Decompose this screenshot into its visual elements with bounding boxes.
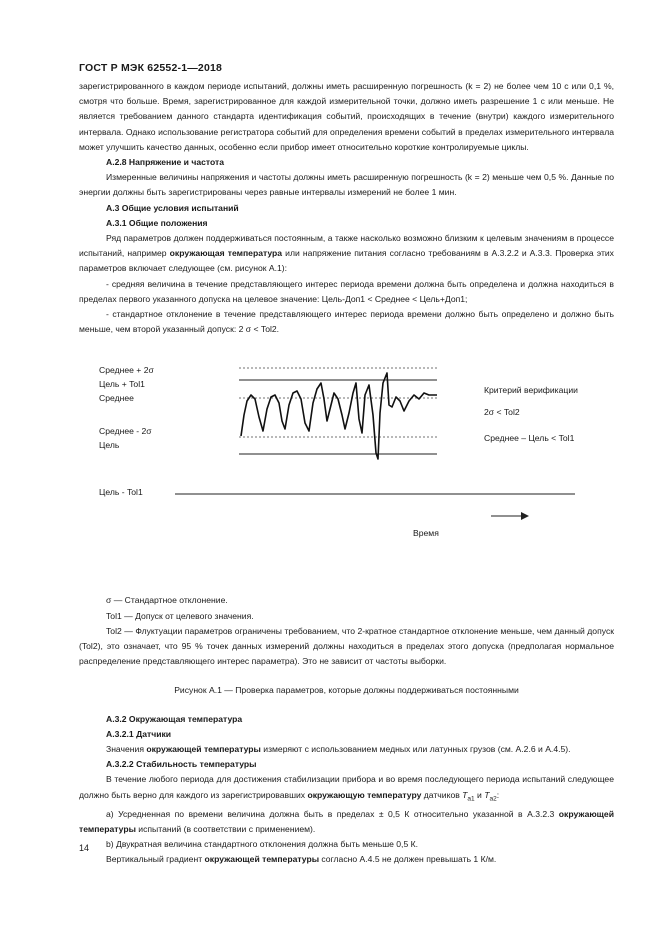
- label-mean-plus-2sigma: Среднее + 2σ: [99, 365, 154, 376]
- document-header: ГОСТ Р МЭК 62552-1—2018: [79, 62, 223, 74]
- label-target-plus-tol1: Цель + Tol1: [99, 379, 145, 390]
- label-verification-criterion: Критерий верификации: [484, 385, 578, 396]
- section-a3-1-paragraph: Ряд параметров должен поддерживаться постоянным, а также насколько возможно близким к целевым значениям в процессе испытаний, например окружающая температура или напряжение питания согласно требованиям в А.3.2.2 и А.3.3. Проверка этих параметров включает следующее (см. рисунок А.1):: [79, 233, 614, 274]
- label-mean-criterion: Среднее – Цель < Tol1: [484, 433, 575, 444]
- label-target-minus-tol1: Цель - Tol1: [99, 487, 143, 498]
- legend-tol1: Tol1 — Допуск от целевого значения.: [106, 610, 254, 621]
- label-time: Время: [413, 528, 439, 539]
- section-a3-2-2-title: А.3.2.2 Стабильность температуры: [106, 759, 257, 770]
- label-target: Цель: [99, 440, 120, 451]
- figure-a1-graph: [79, 343, 614, 593]
- list-item-stddev: - стандартное отклонение в течение представляющего интерес периода времени должно быть определено и должно быть меньше, чем второй указанный допуск: 2 σ < Tol2.: [79, 309, 614, 335]
- label-sigma-criterion: 2σ < Tol2: [484, 407, 520, 418]
- item-b: b) Двукратная величина стандартного отклонения должна быть меньше 0,5 К.: [106, 839, 419, 850]
- figure-a1: [79, 343, 614, 593]
- item-a: a) Усредненная по времени величина должна быть в пределах ± 0,5 К относительно указанной в А.3.2.3 окружающей температуры испытаний (в соответствии с применением).: [79, 808, 614, 834]
- list-item-mean: - средняя величина в течение представляющего интерес периода времени должна быть определена и должна находиться в пределах первого указанного допуска на целевое значение: Цель-Доп1 < Среднее < Цель+Доп1;: [79, 278, 614, 304]
- section-a3-2-1-title: А.3.2.1 Датчики: [106, 728, 172, 739]
- section-a2-8-title: А.2.8 Напряжение и частота: [106, 157, 224, 168]
- legend-sigma: σ — Стандартное отклонение.: [106, 595, 228, 606]
- legend-tol2: Tol2 — Флуктуации параметров ограничены требованием, что 2-кратное стандартное отклонение меньше, чем данный допуск (Tol2), это означает, что 95 % точек данных измерений должны находиться в пределах этого допуска (предполагая нормальное распределение представляющего интерес параметра). Это не зависит от частоты выборки.: [79, 625, 614, 667]
- vertical-gradient-text: Вертикальный градиент окружающей температуры согласно А.4.5 не должен превышать 1 К/м.: [106, 854, 497, 865]
- label-mean: Среднее: [99, 393, 134, 404]
- section-a2-8-text: Измеренные величины напряжения и частоты должны иметь расширенную погрешность (k = 2) меньше чем 0,5 %. Данные по энергии должны быть зарегистрированы через равные интервалы измерений не более 1 мин.: [79, 172, 614, 198]
- label-mean-minus-2sigma: Среднее - 2σ: [99, 426, 152, 437]
- section-a3-1-title: А.3.1 Общие положения: [106, 217, 208, 228]
- section-a3-2-2-paragraph: В течение любого периода для достижения стабилизации прибора и во время последующего периода испытаний следующее должно быть верно для каждого из зарегистрировавших окружающую температуру датчиков $T_{a1}$ и $T_{a2}$:: [79, 774, 614, 803]
- section-a3-2-1-text: Значения окружающей температуры измеряют с использованием медных или латунных грузов (см. А.2.6 и А.4.5).: [106, 744, 571, 755]
- term-ambient-temperature: окружающая температура: [169, 248, 283, 259]
- figure-a1-caption: Рисунок А.1 — Проверка параметров, которые должны поддерживаться постоянными: [174, 685, 519, 696]
- document-body: [79, 79, 614, 867]
- page-number: 14: [79, 843, 90, 853]
- paragraph-intro: зарегистрированного в каждом периоде испытаний, должны иметь расширенную погрешность (k = 2) не более чем 10 с или 0,1 %, смотря что больше. Время, зарегистрированное для каждой измерительной точки, должно иметь разрешение 1 с или меньше. Не является требованием данного стандарта идентификация событий, происходящих в течение (внутри) каждого измерительного интервала. Однако использование регистратора событий для определения времени событий в пределах измерительного интервала может улучшить качество данных, особенно если прибор имеет относительно короткие контролируемые циклы.: [79, 81, 614, 152]
- time-arrow-head: [521, 512, 529, 520]
- figure-a1-legend: [79, 593, 614, 669]
- section-a3-title: А.3 Общие условия испытаний: [106, 202, 239, 213]
- measurement-signal: [241, 373, 437, 459]
- section-a3-2-title: А.3.2 Окружающая температура: [106, 713, 243, 724]
